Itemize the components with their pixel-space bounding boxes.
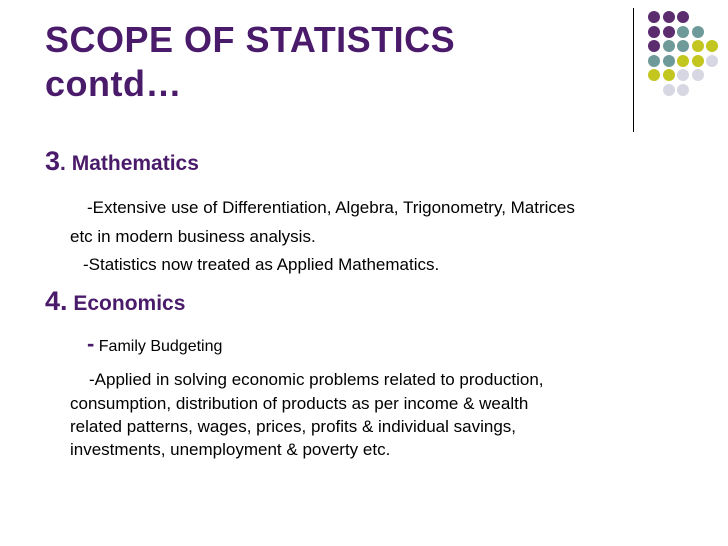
decorative-dot <box>692 40 704 52</box>
decorative-dot <box>648 55 660 67</box>
econ-line-1: -Applied in solving economic problems related to production, <box>89 370 544 389</box>
decorative-dot <box>692 55 704 67</box>
decorative-dot <box>692 26 704 38</box>
math-line-2: etc in modern business analysis. <box>70 227 316 246</box>
bullet-dash: - <box>87 331 95 356</box>
title-line-2: contd… <box>45 63 182 104</box>
section-title: . Mathematics <box>60 152 199 175</box>
econ-line-3: related patterns, wages, prices, profits & individual savings, <box>70 417 517 436</box>
decorative-dot <box>706 40 718 52</box>
slide-title <box>45 18 455 106</box>
decorative-dot <box>706 55 718 67</box>
family-budgeting-text: Family Budgeting <box>94 338 223 355</box>
decorative-dot <box>648 26 660 38</box>
econ-line-4: investments, unemployment & poverty etc. <box>70 440 391 459</box>
section-heading-mathematics <box>45 146 199 177</box>
section-title: Economics <box>67 292 186 315</box>
decorative-dot <box>663 55 675 67</box>
decorative-dot <box>677 26 689 38</box>
decorative-dot <box>648 40 660 52</box>
title-line-1: SCOPE OF STATISTICS <box>45 19 456 60</box>
section-number: 4. <box>45 286 68 316</box>
econ-line-2: consumption, distribution of products as per income & wealth <box>70 394 529 413</box>
decorative-dot <box>663 26 675 38</box>
decorative-dot <box>677 40 689 52</box>
decorative-dot <box>663 11 675 23</box>
section-heading-economics <box>45 286 185 317</box>
decorative-dot <box>677 69 689 81</box>
section-number: 3 <box>45 146 61 176</box>
decorative-dot <box>663 40 675 52</box>
decorative-dot <box>648 11 660 23</box>
decorative-dot <box>663 84 675 96</box>
decorative-dot <box>677 11 689 23</box>
decorative-dot <box>677 55 689 67</box>
math-line-3: -Statistics now treated as Applied Mathematics. <box>83 255 440 274</box>
decorative-dot <box>692 69 704 81</box>
decorative-dot <box>648 69 660 81</box>
decorative-dot <box>663 69 675 81</box>
decorative-dot <box>677 84 689 96</box>
family-budgeting-line <box>87 333 222 358</box>
math-line-1: -Extensive use of Differentiation, Algebra, Trigonometry, Matrices <box>87 198 575 217</box>
divider-line <box>633 8 634 132</box>
